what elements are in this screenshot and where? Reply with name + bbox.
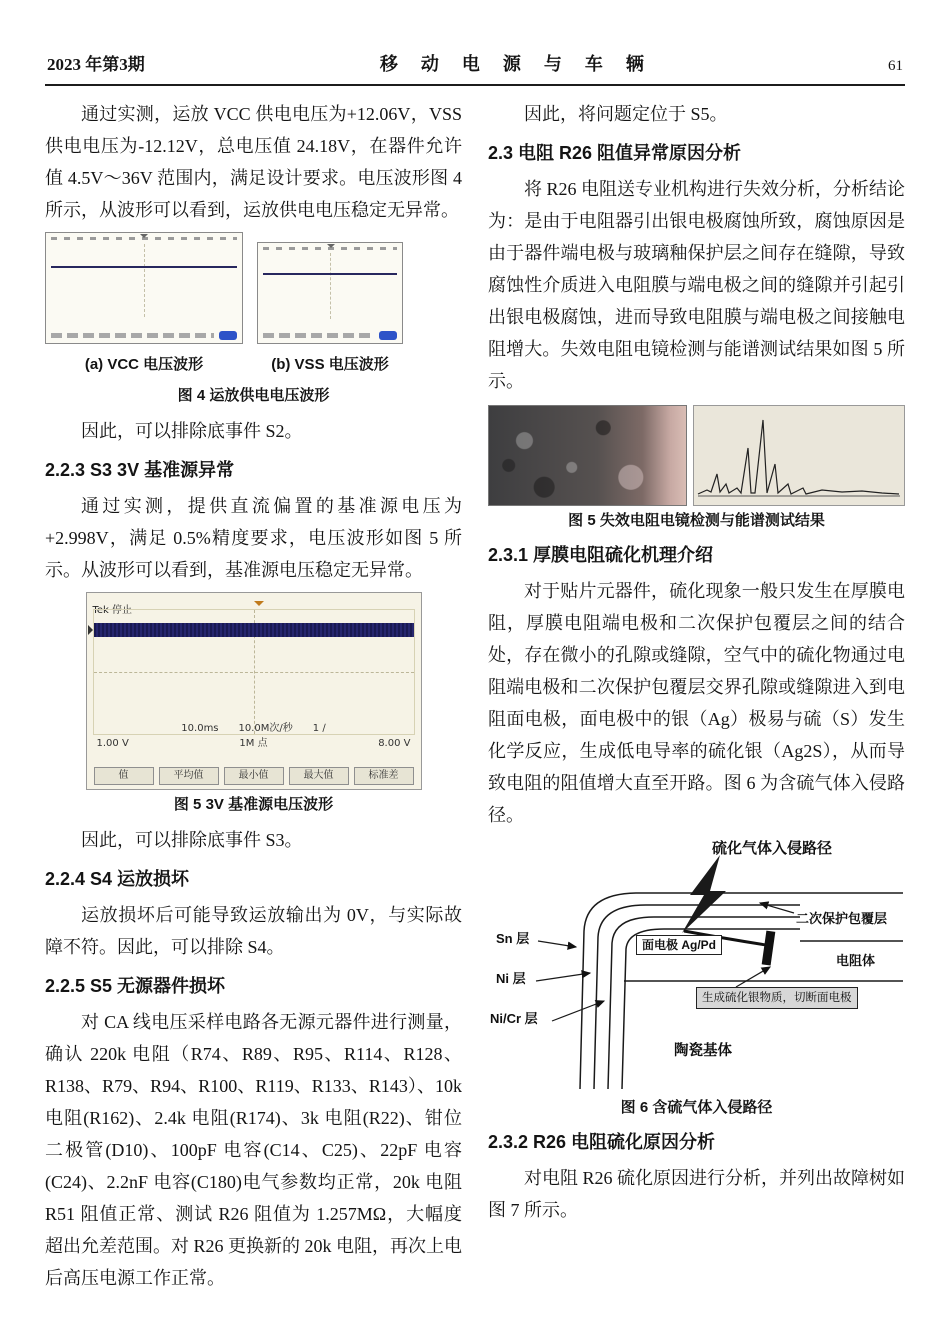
paragraph: 因此，可以排除底事件 S2。 bbox=[81, 421, 303, 441]
figure-5-scope bbox=[45, 592, 462, 816]
paragraph: 因此，可以排除底事件 S3。 bbox=[81, 830, 303, 850]
scope-trigger-marker-icon bbox=[254, 601, 264, 611]
lightning-bolt-icon bbox=[682, 855, 726, 933]
label-face-electrode: 面电极 Ag/Pd bbox=[636, 935, 722, 955]
figure5-caption: 图 5 3V 基准源电压波形 bbox=[173, 796, 334, 813]
label-sn-layer: Sn 层 bbox=[496, 931, 530, 946]
scope-center-gridline bbox=[330, 253, 331, 319]
scope-channel-marker-icon bbox=[88, 625, 98, 635]
label-resistor-body: 电阻体 bbox=[836, 953, 876, 968]
scope-measure-button: 最小值 bbox=[224, 767, 284, 785]
scope-channel-badge bbox=[219, 331, 237, 340]
figure4-subcaption-b: (b) VSS 电压波形 bbox=[271, 356, 389, 373]
scope-readout-bar bbox=[263, 333, 374, 338]
label-silver-sulfide: 生成硫化银物质，切断面电极 bbox=[696, 987, 858, 1009]
label-ni-layer: Ni 层 bbox=[496, 971, 526, 986]
figure4-vss-waveform-image bbox=[257, 242, 403, 344]
figure4-images bbox=[45, 232, 462, 344]
scope-trace bbox=[51, 266, 237, 268]
figure5b-images bbox=[488, 405, 905, 506]
eds-spectrum-plot bbox=[694, 406, 904, 505]
figure6-diagram bbox=[488, 841, 908, 1093]
scope-measure-button: 值 bbox=[94, 767, 154, 785]
paragraph: 对 CA 线电压采样电路各无源元器件进行测量，确认 220k 电阻（R74、R89、R95、R114、R128、R138、R79、R94、R100、R119、R133、R143）、10k 电阻(R162)、2.4k 电阻(R174)、3k 电阻(R22)、钳位二极管(D10)、100pF 电容(C14、C25)、22pF 电容(C24)、2.2nF 电容(C180)电气参数均正常，20k 电阻 R51 阻值正常、测试 R26 阻值为 1.257MΩ，大幅度超出允差范围。对 R26 更换新的 20k 电阻，再次上电后高压电源工作正常。 bbox=[45, 1012, 463, 1288]
figure4-subcaptions bbox=[45, 349, 462, 381]
section-heading-223: 2.2.3 S3 3V 基准源异常 bbox=[45, 460, 235, 480]
paragraph: 运放损坏后可能导致运放输出为 0V，与实际故障不符。因此，可以排除 S4。 bbox=[45, 905, 462, 957]
two-column-body bbox=[45, 98, 905, 1294]
figure-5b bbox=[488, 405, 905, 532]
scope-channel-row bbox=[97, 728, 411, 760]
scope-sample-rate: 10.0M次/秒 bbox=[238, 723, 293, 734]
scope-measure-button: 平均值 bbox=[159, 767, 219, 785]
label-ceramic-substrate: 陶瓷基体 bbox=[674, 1043, 732, 1059]
figure6-caption: 图 6 含硫气体入侵路径 bbox=[620, 1099, 773, 1116]
paragraph: 对于贴片元器件，硫化现象一般只发生在厚膜电阻，厚膜电阻端电极和二次保护包覆层之间的结合处，存在微小的孔隙或缝隙，空气中的硫化物通过电阻端电极和二次保护包覆层交界孔隙或缝隙进入到电阻面电极，面电极中的银（Ag）极易与硫（S）发生化学反应，生成低电导率的硫化银（Ag2S），从而导致电阻的阻值增大直至开路。图 6 为含硫气体入侵路径。 bbox=[488, 581, 905, 825]
section-heading-225: 2.2.5 S5 无源器件损坏 bbox=[45, 976, 226, 996]
eds-spectrum-image bbox=[693, 405, 905, 506]
figure5-scope-image bbox=[86, 592, 422, 790]
paragraph: 通过实测，运放 VCC 供电电压为+12.06V，VSS 供电电压为-12.12V，总电压值 24.18V，在器件允许值 4.5V～36V 范围内，满足设计要求。电压波形图 4 所示，从波形可以看到，运放供电电压稳定无异常。 bbox=[45, 104, 462, 220]
scope-trigger-marker-icon bbox=[140, 234, 148, 242]
sem-micrograph-image bbox=[488, 405, 687, 506]
figure4-vcc-waveform-image bbox=[45, 232, 243, 344]
header-rule bbox=[45, 84, 905, 86]
page-number: 61 bbox=[887, 58, 903, 74]
section-heading-231: 2.3.1 厚膜电阻硫化机理介绍 bbox=[488, 545, 714, 565]
figure6-title: 硫化气体入侵路径 bbox=[712, 840, 833, 857]
scope-trigger-marker-icon bbox=[327, 244, 335, 252]
section-heading-232: 2.3.2 R26 电阻硫化原因分析 bbox=[488, 1132, 716, 1152]
figure4-caption: 图 4 运放供电电压波形 bbox=[177, 387, 330, 404]
section-heading-23: 2.3 电阻 R26 阻值异常原因分析 bbox=[488, 143, 742, 163]
scope-record-length: 1M 点 bbox=[239, 738, 268, 749]
scope-trace-band bbox=[94, 623, 414, 637]
paragraph: 对电阻 R26 硫化原因进行分析，并列出故障树如图 7 所示。 bbox=[488, 1168, 906, 1220]
right-column bbox=[488, 98, 905, 1294]
journal-title: 移 动 电 源 与 车 辆 bbox=[379, 54, 653, 74]
issue-label: 2023 年第3期 bbox=[47, 55, 145, 74]
scope-channel-scale: 1.00 V bbox=[96, 738, 129, 749]
page-header bbox=[45, 50, 905, 76]
scope-trace bbox=[263, 273, 397, 275]
paragraph: 通过实测，提供直流偏置的基准源电压为+2.998V，满足 0.5%精度要求，电压波形如图 5 所示。从波形可以看到，基准源电压稳定无异常。 bbox=[45, 496, 462, 580]
left-column bbox=[45, 98, 462, 1294]
figure4-subcaption-a: (a) VCC 电压波形 bbox=[84, 356, 204, 373]
paragraph: 因此，将问题定位于 S5。 bbox=[524, 104, 728, 124]
scope-measure-button: 标准差 bbox=[354, 767, 414, 785]
figure5b-caption: 图 5 失效电阻电镜检测与能谱测试结果 bbox=[568, 512, 825, 529]
figure-6 bbox=[488, 841, 905, 1119]
figure-4 bbox=[45, 232, 462, 407]
paragraph: 将 R26 电阻送专业机构进行失效分析，分析结论为：是由于电阻器引出银电极腐蚀所致，腐蚀原因是由于器件端电极与玻璃釉保护层之间存在缝隙，导致腐蚀性介质进入电阻膜与端电极之间的缝隙并引起引出银电极腐蚀，进而导致电阻膜与端电极之间接触电阻增大。失效电阻电镜检测与能谱测试结果如图 5 所示。 bbox=[488, 179, 906, 391]
scope-trigger-source: 1 ∕ bbox=[312, 723, 326, 734]
scope-timebase: 10.0ms bbox=[181, 723, 219, 734]
scope-channel-badge bbox=[379, 331, 397, 340]
scope-measure-buttons bbox=[94, 767, 414, 785]
scope-status-label: Tek 停止 bbox=[92, 605, 133, 616]
sulfide-blob bbox=[762, 931, 776, 966]
scope-measure-button: 最大值 bbox=[289, 767, 349, 785]
label-secondary-coat: 二次保护包覆层 bbox=[796, 911, 888, 926]
section-heading-224: 2.2.4 S4 运放损坏 bbox=[45, 869, 190, 889]
label-nicr-layer: Ni/Cr 层 bbox=[490, 1011, 538, 1026]
scope-trigger-level: 8.00 V bbox=[378, 738, 411, 749]
scope-readout-bar bbox=[51, 333, 214, 338]
scope-center-gridline bbox=[144, 244, 145, 317]
